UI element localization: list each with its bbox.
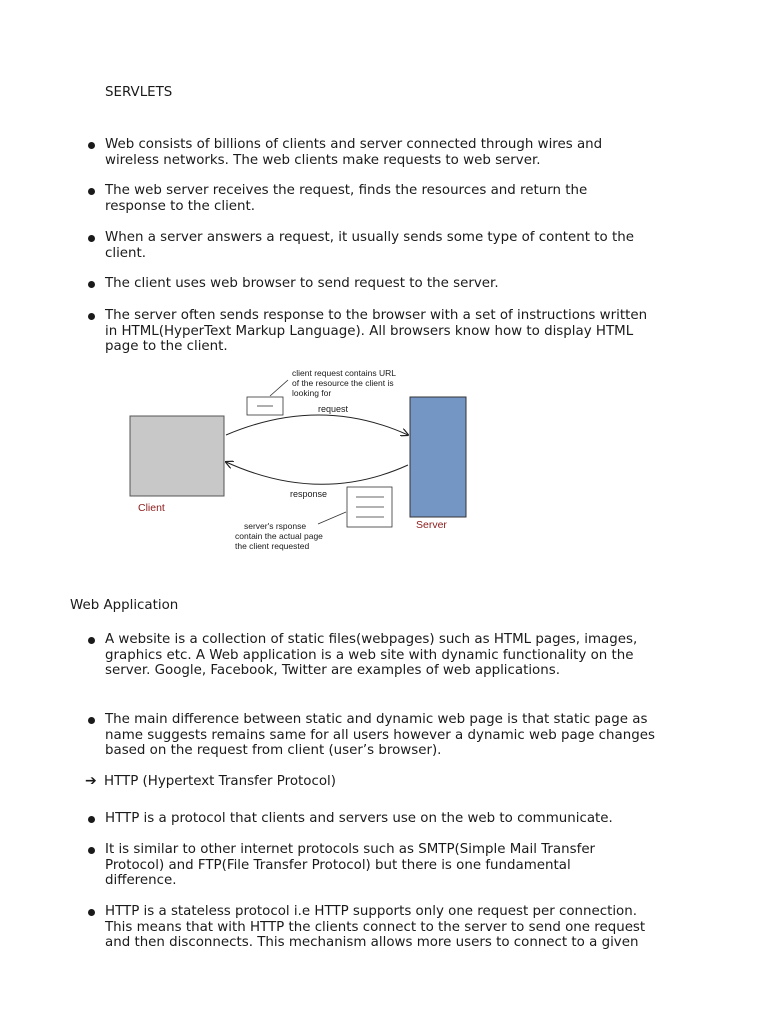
list-item: Web consists of billions of clients and server connected through wires and wireless networks. The web clients make requests to web server.	[105, 137, 603, 168]
request-arrow	[226, 415, 408, 435]
response-arrow	[226, 462, 408, 484]
section-heading-http: HTTP (Hypertext Transfer Protocol)	[104, 774, 336, 789]
bullet-dot	[88, 909, 95, 916]
list-item: It is similar to other internet protocols such as SMTP(Simple Mail Transfer Protocol) and FTP(File Transfer Protocol) but there is one fundamental difference.	[105, 842, 596, 889]
list-item: HTTP is a protocol that clients and servers use on the web to communicate.	[105, 811, 613, 826]
list-item: The server often sends response to the browser with a set of instructions written in HTML(HyperText Markup Language). All browsers know how to display HTML page to the client.	[105, 308, 648, 355]
section-heading-web-application: Web Application	[70, 598, 179, 613]
request-note: client request contains URL of the resource the client is looking for	[292, 368, 396, 398]
list-item: HTTP is a stateless protocol i.e HTTP supports only one request per connection. This means that with HTTP the clients connect to the server to send one request and then disconnects. This mechanism allows more users to connect to a given	[105, 904, 646, 951]
bullet-dot	[88, 816, 95, 823]
response-label: response	[290, 489, 328, 499]
server-box	[410, 397, 466, 517]
list-item: The client uses web browser to send request to the server.	[105, 276, 499, 291]
bullet-dot	[88, 717, 95, 724]
request-label: request	[318, 404, 349, 414]
request-note-pointer	[270, 380, 288, 396]
server-label: Server	[416, 519, 447, 531]
client-box	[130, 416, 224, 496]
list-item: When a server answers a request, it usually sends some type of content to the client.	[105, 230, 634, 261]
client-label: Client	[138, 502, 165, 514]
list-item: A website is a collection of static files(webpages) such as HTML pages, images, graphics etc. A Web application is a web site with dynamic functionality on the server. Google, Facebook, Twitter are examples of web applications.	[105, 632, 638, 679]
bullet-dot	[88, 847, 95, 854]
list-item: The web server receives the request, finds the resources and return the response to the client.	[105, 183, 588, 214]
page-title: SERVLETS	[105, 85, 173, 100]
list-item: The main difference between static and dynamic web page is that static page as name suggests remains same for all users however a dynamic web page changes based on the request from client (user’s browser).	[105, 712, 655, 759]
response-note: server's rsponse contain the actual page the client requested	[235, 521, 323, 551]
arrow-right-icon: ➔	[85, 773, 97, 789]
bullet-dot	[88, 637, 95, 644]
